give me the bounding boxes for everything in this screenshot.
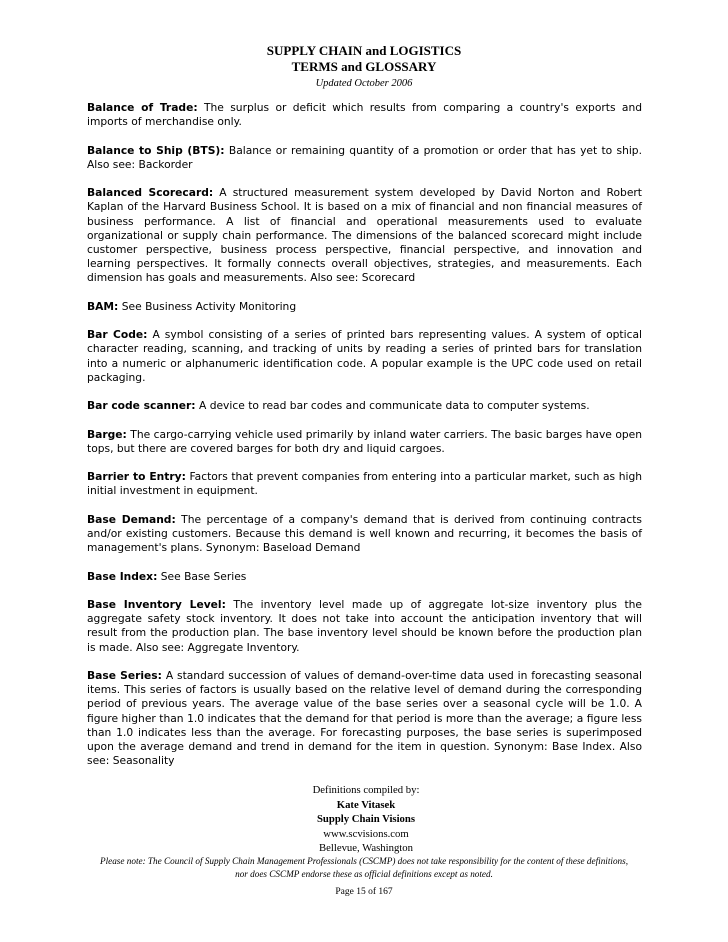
glossary-entry [87, 598, 642, 655]
company-name: Supply Chain Visions [316, 813, 416, 825]
entry-term: Balanced Scorecard: [87, 186, 214, 200]
entry-definition: A symbol consisting of a series of printed bars representing values. A system of optical character reading, scanning, and tracking of units by reading a series of printed bars for translation into a numeric or alphanumeric identification code. A popular example is the UPC code used on retail packaging. [87, 328, 642, 384]
company-location: Bellevue, Washington [319, 842, 413, 854]
glossary-entry [87, 399, 642, 413]
entry-term: Base Inventory Level: [87, 597, 226, 611]
glossary-entry [87, 470, 642, 498]
page-number: Page 15 of 167 [335, 887, 393, 897]
entry-term: Base Demand: [87, 512, 176, 526]
company-website: www.scvisions.com [323, 827, 409, 840]
author-name: Kate Vitasek [336, 798, 396, 811]
entry-definition: A structured measurement system developed by David Norton and Robert Kaplan of the Harvard Business School. It is based on a mix of financial and non financial measures of business performance. A list of financial and operational measurements used to evaluate organizational or supply chain performance. The dimensions of the balanced scorecard might include customer perspective, business process perspective, financial perspective, and innovation and learning perspectives. It formally connects overall objectives, strategies, and measurements. Each dimension has goals and measurements. Also see: Scorecard [87, 186, 642, 285]
entry-term: BAM: [87, 299, 119, 313]
glossary-entry [87, 144, 642, 172]
entry-term: Base Series: [87, 668, 162, 682]
glossary-entry [87, 669, 642, 768]
updated-date: Updated October 2006 [315, 78, 413, 89]
entry-term: Balance of Trade: [87, 101, 198, 114]
disclaimer-note [80, 855, 648, 881]
entry-definition: A device to read bar codes and communicate data to computer systems. [198, 399, 590, 413]
document-title-line2: TERMS and GLOSSARY [291, 59, 437, 74]
glossary-entry [87, 513, 642, 556]
glossary-entries [87, 101, 642, 783]
glossary-entry [87, 101, 642, 129]
page-header [0, 43, 728, 91]
entry-definition: Factors that prevent companies from entering into a particular market, such as high initial investment in equipment. [87, 470, 643, 498]
entry-term: Bar code scanner: [87, 399, 196, 413]
disclaimer-line2: nor does CSCMP endorse these as official definitions except as noted. [235, 869, 493, 879]
entry-term: Balance to Ship (BTS): [87, 143, 225, 157]
entry-definition: A standard succession of values of demand-over-time data used in forecasting seasonal items. This series of factors is usually based on the relative level of demand during the corresponding period of previous years. The average value of the base series over a seasonal cycle will be 1.0. A figure higher than 1.0 indicates that the demand for that period is more than the average; a figure less than 1.0 indicates less than the average. For forecasting purposes, the base series is superimposed upon the average demand and trend in demand for the item in question. Synonym: Base Index. Also see: Seasonality [87, 668, 642, 768]
entry-definition: The cargo-carrying vehicle used primarily by inland water carriers. The basic barges have open tops, but there are covered barges for both dry and liquid cargoes. [87, 427, 642, 455]
entry-definition: See Business Activity Monitoring [121, 299, 297, 313]
document-title-line1: SUPPLY CHAIN and LOGISTICS [266, 43, 462, 58]
disclaimer-line1: Please note: The Council of Supply Chain Management Professionals (CSCMP) does not take responsibility for the content of these definitions, [99, 856, 629, 866]
entry-definition: See Base Series [160, 569, 247, 583]
entry-term: Base Index: [87, 569, 158, 583]
glossary-entry [87, 428, 642, 456]
entry-definition: The percentage of a company's demand that is derived from continuing contracts and/or existing customers. Because this demand is well known and recurring, it becomes the basis of management's plans. Synonym: Baseload Demand [87, 512, 642, 555]
glossary-entry [87, 570, 642, 584]
entry-term: Barge: [87, 427, 127, 441]
credits-block [296, 783, 436, 856]
entry-term: Bar Code: [87, 328, 148, 342]
glossary-entry [87, 186, 642, 285]
entry-definition: Balance or remaining quantity of a promotion or order that has yet to ship. Also see: Backorder [87, 143, 642, 171]
glossary-entry [87, 328, 642, 385]
glossary-entry [87, 300, 642, 314]
entry-definition: The surplus or deficit which results from comparing a country's exports and imports of merchandise only. [87, 101, 642, 129]
entry-term: Barrier to Entry: [87, 470, 186, 484]
entry-definition: The inventory level made up of aggregate lot-size inventory plus the aggregate safety stock inventory. It does not take into account the anticipation inventory that will result from the production plan. The base inventory level should be known before the production plan is made. Also see: Aggregate Inventory. [87, 597, 643, 654]
credits-intro: Definitions compiled by: [312, 784, 420, 796]
